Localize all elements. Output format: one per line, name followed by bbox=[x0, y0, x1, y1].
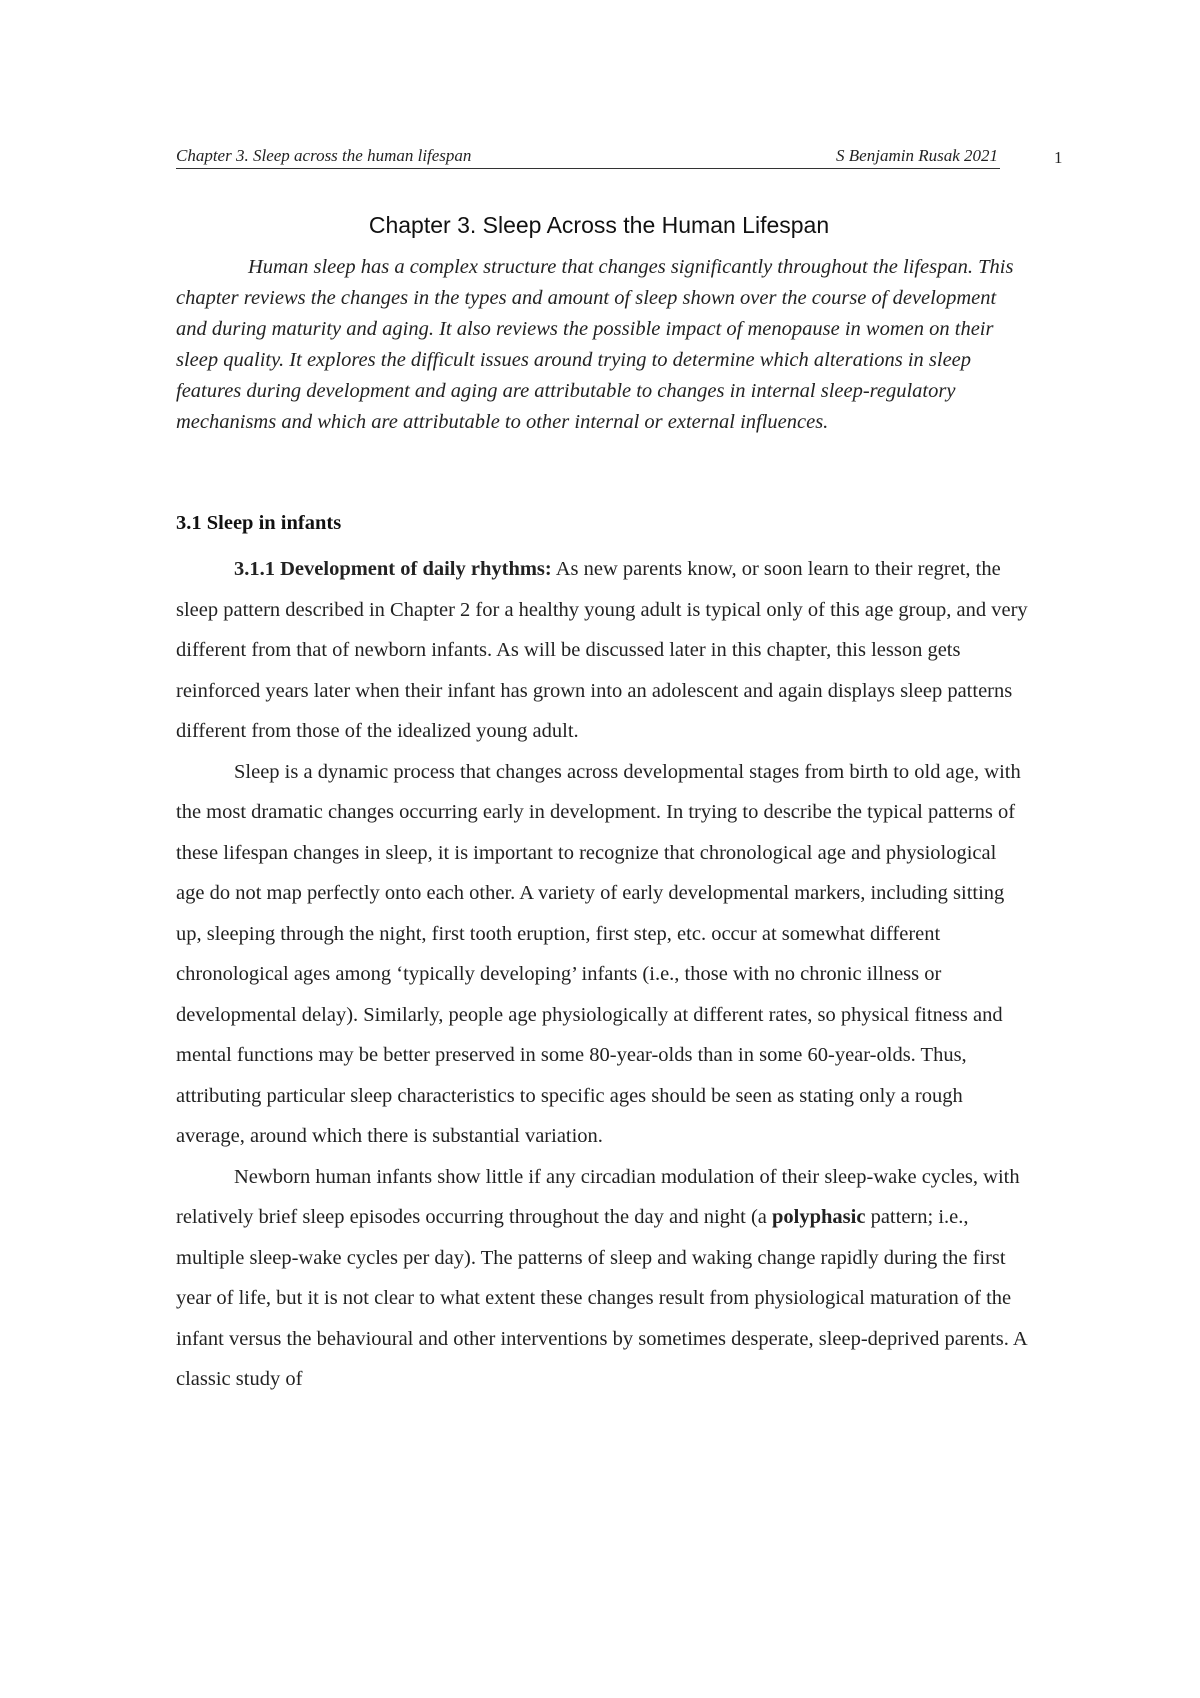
paragraph-text: As new parents know, or soon learn to their regret, the sleep pattern described in Chapter 2 for a healthy young adult is typical only of this age group, and very different from that of newborn infants. As will be discussed later in this chapter, this lesson gets reinforced years later when their infant has grown into an adolescent and again displays sleep patterns different from those of the idealized young adult. bbox=[176, 558, 1028, 742]
paragraph-text: pattern; i.e., multiple sleep-wake cycles per day). The patterns of sleep and waking change rapidly during the first year of life, but it is not clear to what extent these changes result from physiological maturation of the infant versus the behavioural and other interventions by sometimes desperate, sleep-deprived parents. A classic study of bbox=[176, 1206, 1027, 1390]
chapter-abstract: Human sleep has a complex structure that changes significantly throughout the lifespan. This chapter reviews the changes in the types and amount of sleep shown over the course of development and during maturity and aging. It also reviews the possible impact of menopause in women on their sleep quality. It explores the difficult issues around trying to determine which alterations in sleep features during development and aging are attributable to changes in internal sleep-regulatory mechanisms and which are attributable to other internal or external influences. bbox=[176, 256, 1014, 433]
chapter-title: Chapter 3. Sleep Across the Human Lifespan bbox=[368, 212, 830, 238]
section-heading: 3.1 Sleep in infants bbox=[176, 512, 342, 534]
running-header-author: S Benjamin Rusak 2021 bbox=[836, 146, 998, 165]
page-number: 1 bbox=[1054, 148, 1063, 167]
running-header-chapter: Chapter 3. Sleep across the human lifespan bbox=[176, 146, 472, 165]
key-term: polyphasic bbox=[772, 1206, 866, 1228]
paragraph-text: Sleep is a dynamic process that changes across developmental stages from birth to old age, with the most dramatic changes occurring early in development. In trying to describe the typical patterns of these lifespan changes in sleep, it is important to recognize that chronological age and physiological age do not map perfectly onto each other. A variety of early developmental markers, including sitting up, sleeping through the night, first tooth eruption, first step, etc. occur at somewhat different chronological ages among ‘typically developing’ infants (i.e., those with no chronic illness or developmental delay). Similarly, people age physiologically at different rates, so physical fitness and mental functions may be better preserved in some 80-year-olds than in some 60-year-olds. Thus, attributing particular sleep characteristics to specific ages should be seen as stating only a rough average, around which there is substantial variation. bbox=[176, 760, 1021, 1147]
paragraph-text: Newborn human infants show little if any circadian modulation of their sleep-wake cycles, with relatively brief sleep episodes occurring throughout the day and night (a bbox=[176, 1165, 1020, 1228]
body-text bbox=[176, 549, 1028, 1400]
subsection-heading: 3.1.1 Development of daily rhythms: bbox=[234, 558, 552, 580]
paragraph bbox=[176, 1157, 1028, 1400]
paragraph bbox=[176, 549, 1028, 752]
running-header bbox=[176, 144, 1000, 169]
paragraph bbox=[176, 752, 1028, 1157]
